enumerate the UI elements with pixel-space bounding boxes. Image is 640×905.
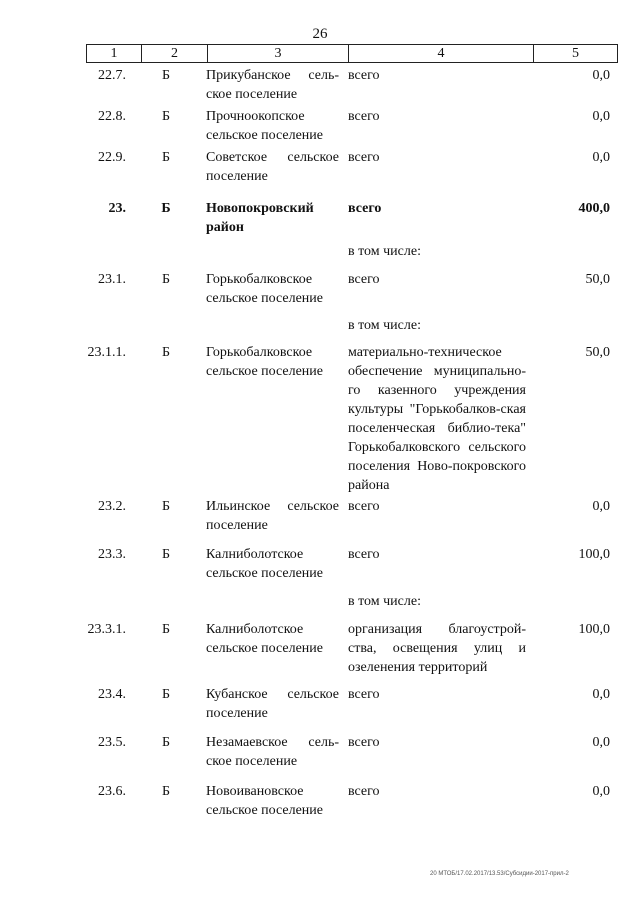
row-value: 0,0 (592, 784, 610, 799)
row-number: 23.1.1. (87, 345, 126, 360)
including-label: в том числе: (348, 244, 421, 259)
row-value: 0,0 (592, 499, 610, 514)
row-name: Прикубанское сель-ское поселение (206, 68, 339, 102)
document-footer: 20 МТОБ/17.02.2017/13.53/Субсидии-2017-прил-2 (430, 871, 569, 877)
row-type: Б (161, 687, 171, 702)
row-name: Новопокровский район (206, 201, 314, 235)
row-value: 0,0 (592, 68, 610, 83)
row-type: Б (161, 272, 171, 287)
row-name: Калниболотское сельское поселение (206, 622, 323, 656)
row-number: 22.9. (98, 150, 126, 165)
page-number: 26 (312, 26, 328, 42)
row-name: Прочноокопское сельское поселение (206, 109, 323, 143)
row-name: Кубанское сельское поселение (206, 687, 339, 721)
row-type: Б (161, 735, 171, 750)
row-value: 0,0 (592, 150, 610, 165)
row-value: 0,0 (592, 687, 610, 702)
row-description: всего (348, 547, 380, 562)
header-col-2: 2 (142, 45, 208, 62)
row-number: 23.5. (98, 735, 126, 750)
row-value: 0,0 (592, 109, 610, 124)
row-value: 50,0 (585, 272, 610, 287)
row-name: Ильинское сельское поселение (206, 499, 339, 533)
row-name: Калниболотское сельское поселение (206, 547, 323, 581)
row-value: 50,0 (585, 345, 610, 360)
table-header (86, 44, 618, 63)
row-description: всего (348, 735, 380, 750)
row-name: Горькобалковское сельское поселение (206, 272, 323, 306)
row-type: Б (161, 201, 171, 216)
including-label: в том числе: (348, 594, 421, 609)
row-number: 23.4. (98, 687, 126, 702)
row-description: всего (348, 150, 380, 165)
header-col-3: 3 (208, 45, 349, 62)
row-value: 100,0 (578, 622, 610, 637)
row-description: всего (348, 272, 380, 287)
header-col-5: 5 (572, 46, 579, 61)
row-type: Б (161, 547, 171, 562)
row-description: всего (348, 687, 380, 702)
row-type: Б (161, 109, 171, 124)
row-value: 0,0 (592, 735, 610, 750)
row-number: 23.6. (98, 784, 126, 799)
row-name: Незамаевское сель-ское поселение (206, 735, 339, 769)
row-type: Б (161, 150, 171, 165)
row-type: Б (161, 345, 171, 360)
row-type: Б (161, 622, 171, 637)
row-description: материально-техническое обеспечение муниципально-го казенного учреждения культуры "Горькобалков-ская поселенческая библио-тека" Горькобалковского сельского поселения Ново-покровского района (348, 345, 526, 493)
row-type: Б (161, 499, 171, 514)
row-number: 23.1. (98, 272, 126, 287)
row-description: организация благоустрой-ства, освещения улиц и озеленения территорий (348, 622, 526, 675)
row-type: Б (161, 68, 171, 83)
header-col-1: 1 (87, 45, 142, 62)
row-number: 23. (108, 201, 126, 216)
including-label: в том числе: (348, 318, 421, 333)
row-description: всего (348, 499, 380, 514)
row-number: 23.2. (98, 499, 126, 514)
row-description: всего (348, 201, 382, 216)
row-name: Новоивановское сельское поселение (206, 784, 323, 818)
row-description: всего (348, 109, 380, 124)
row-type: Б (161, 784, 171, 799)
row-number: 22.7. (98, 68, 126, 83)
row-number: 23.3. (98, 547, 126, 562)
header-col-4: 4 (349, 45, 534, 62)
row-name: Советское сельское поселение (206, 150, 339, 184)
row-value: 100,0 (578, 547, 610, 562)
row-name: Горькобалковское сельское поселение (206, 345, 323, 379)
row-description: всего (348, 68, 380, 83)
row-number: 22.8. (98, 109, 126, 124)
row-description: всего (348, 784, 380, 799)
row-number: 23.3.1. (87, 622, 126, 637)
row-value: 400,0 (578, 201, 610, 216)
